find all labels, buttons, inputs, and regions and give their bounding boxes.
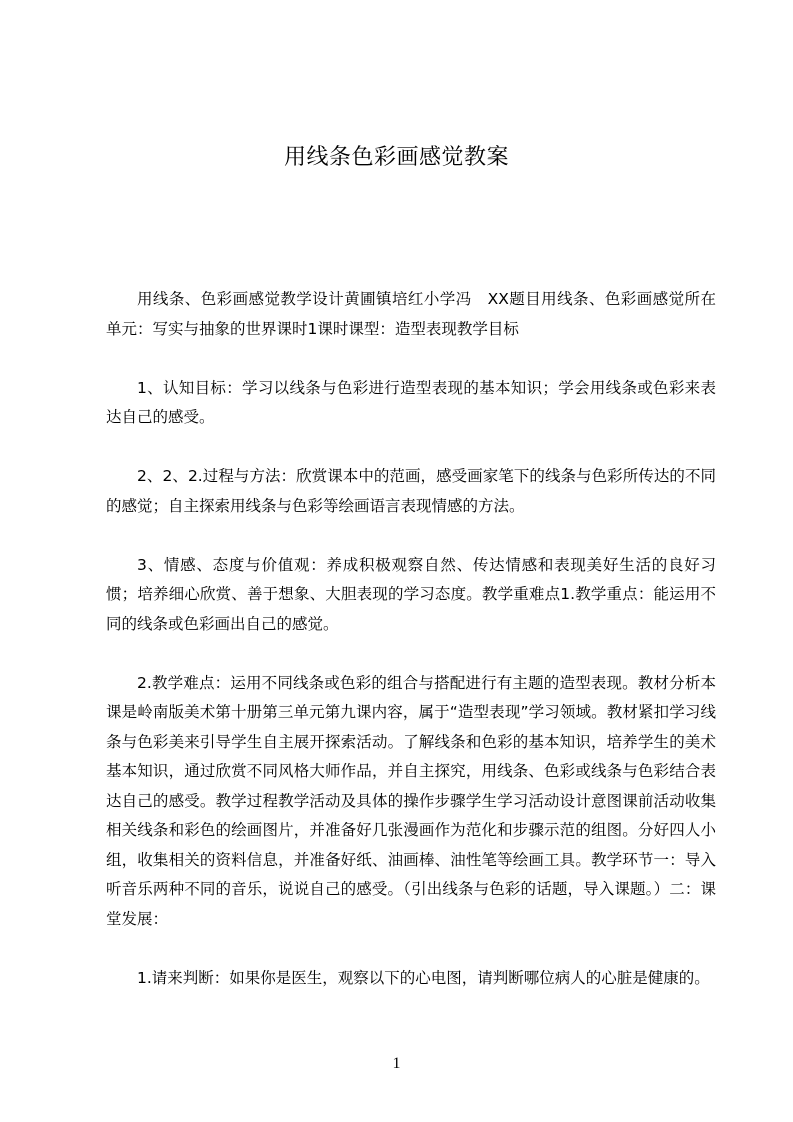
paragraph-cognitive-goal: 1、认知目标：学习以线条与色彩进行造型表现的基本知识；学会用线条或色彩来表达自己的感受。 [106, 378, 716, 426]
document-body [106, 285, 716, 1023]
paragraph-emotion-attitude: 3、情感、态度与价值观：养成积极观察自然、传达情感和表现美好生活的良好习惯；培养细心欣赏、善于想象、大胆表现的学习态度。教学重难点1.教学重点：能运用不同的线条或色彩画出自己的感觉。 [106, 555, 716, 633]
paragraph-judgement-task: 1.请来判断：如果你是医生，观察以下的心电图，请判断哪位病人的心脏是健康的。 [137, 968, 710, 987]
paragraph-process-method: 2、2、2.过程与方法：欣赏课本中的范画，感受画家笔下的线条与色彩所传达的不同的感觉；自主探索用线条与色彩等绘画语言表现情感的方法。 [106, 467, 716, 515]
page-number: 1 [392, 1055, 401, 1072]
document-title: 用线条色彩画感觉教案 [283, 145, 509, 170]
paragraph-teaching-difficulty: 2.教学难点：运用不同线条或色彩的组合与搭配进行有主题的造型表现。教材分析本课是岭南版美术第十册第三单元第九课内容，属于“造型表现”学习领域。教材紧扣学习线条与色彩美来引导学生自主展开探索活动。了解线条和色彩的基本知识，培养学生的美术基本知识，通过欣赏不同风格大师作品，并自主探究，用线条、色彩或线条与色彩结合表达自己的感受。教学过程教学活动及具体的操作步骤学生学习活动设计意图课前活动收集相关线条和彩色的绘画图片，并准备好几张漫画作为范化和步骤示范的组图。分好四人小组，收集相关的资料信息，并准备好纸、油画棒、油性笔等绘画工具。教学环节一：导入听音乐两种不同的音乐，说说自己的感受。（引出线条与色彩的话题，导入课题。）二：课堂发展： [106, 673, 716, 928]
paragraph-intro: 用线条、色彩画感觉教学设计黄圃镇培红小学冯 XX题目用线条、色彩画感觉所在单元：写实与抽象的世界课时1课时课型：造型表现教学目标 [106, 290, 716, 338]
